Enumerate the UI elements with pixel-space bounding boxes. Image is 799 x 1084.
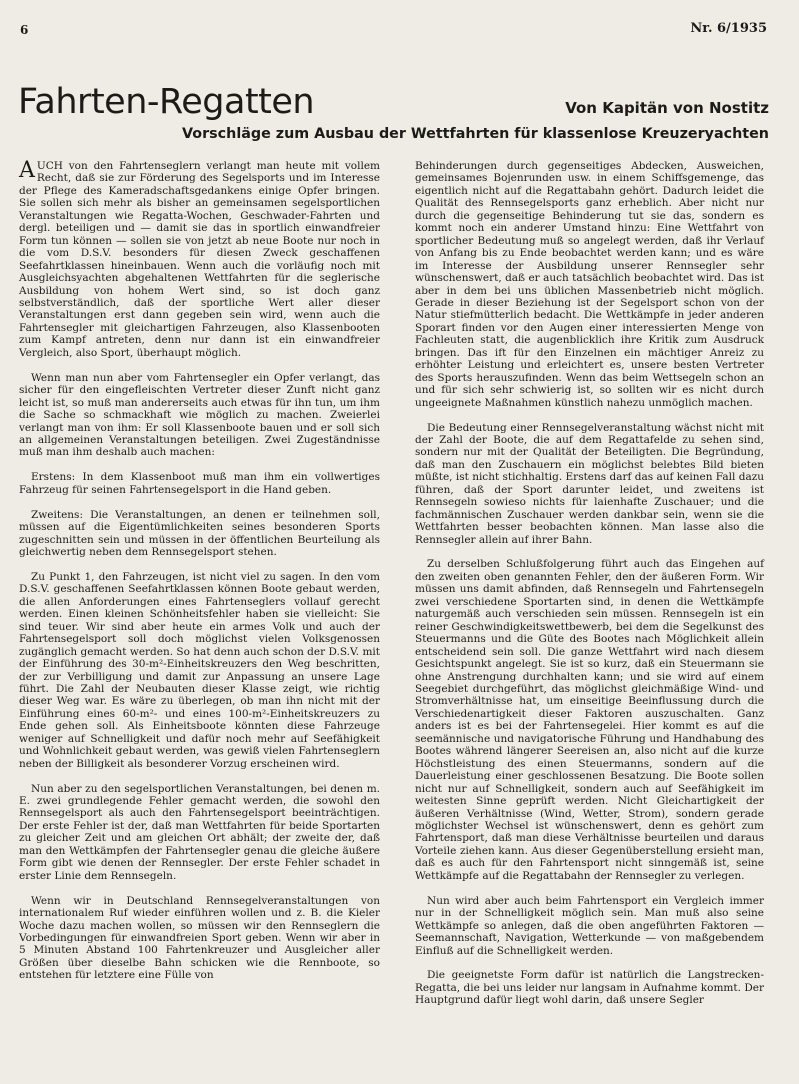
page-number: 6	[20, 23, 29, 37]
article-subtitle: Vorschläge zum Ausbau der Wettfahrten für klassenlose Kreuzeryachten	[182, 126, 769, 142]
paragraph: Zweitens: Die Veranstaltungen, an denen er teilnehmen soll, müssen auf die Eigentümlichkeiten seines besonderen Sports zugeschnitten sein und müssen in der öffentlichen Beurteilung als gleichwertig neben dem Rennsegelsport stehen.	[19, 508, 380, 558]
right-column	[415, 160, 764, 1019]
paragraph: Nun aber zu den segelsportlichen Veranstaltungen, bei denen m. E. zwei grundlegende Fehler gemacht werden, die sowohl den Rennsegelsport als auch den Fahrtensegelsport beeinträchtigen. Der erste Fehler ist der, daß man Wettfahrten für beide Sportarten zu gleicher Zeit und am gleichen Ort abhält; der zweite der, daß man den Wettkämpfen der Fahrtensegler genau die gleiche äußere Form gibt wie denen der Rennsegler. Der erste Fehler schadet in erster Linie dem Rennsegeln.	[19, 782, 380, 882]
paragraph: Nun wird aber auch beim Fahrtensport ein Vergleich immer nur in der Schnelligkeit möglich sein. Man muß also seine Wettkämpfe so anlegen, daß die oben angeführten Faktoren — Seemannschaft, Navigation, Wetterkunde — von maßgebendem Einfluß auf die Schnelligkeit werden.	[415, 894, 764, 957]
article-title: Fahrten-Regatten	[18, 82, 315, 122]
paragraph: Die geeignetste Form dafür ist natürlich die Langstrecken-Regatta, die bei uns leider nur langsam in Aufnahme kommt. Der Hauptgrund dafür liegt wohl darin, daß unsere Segler	[415, 969, 764, 1007]
paragraph: Erstens: In dem Klassenboot muß man ihm ein vollwertiges Fahrzeug für seinen Fahrtensegelsport in die Hand geben.	[19, 471, 380, 496]
paragraph	[19, 160, 380, 359]
article-author: Von Kapitän von Nostitz	[565, 99, 769, 117]
paragraph: Wenn wir in Deutschland Rennsegelveranstaltungen von internationalem Ruf wieder einführen wollen und z. B. die Kieler Woche dazu machen wollen, so müssen wir den Rennseglern die Vorbedingungen für einwandfreien Sport geben. Wenn wir aber in 5 Minuten Abstand 100 Fahrtenkreuzer und Ausgleicher aller Größen über dieselbe Bahn schicken wie die Rennboote, so entstehen für letztere eine Fülle von	[19, 894, 380, 982]
paragraph: Zu derselben Schlußfolgerung führt auch das Eingehen auf den zweiten oben genannten Fehler, den der äußeren Form. Wir müssen uns damit abfinden, daß Rennsegeln und Fahrtensegeln zwei verschiedene Sportarten sind, in denen die Wettkämpfe naturgemäß auch verschieden sein müssen. Rennsegeln ist ein reiner Geschwindigkeitswettbewerb, bei dem die Segelkunst des Steuermanns und die Güte des Bootes nach Möglichkeit allein entscheidend sein soll. Die ganze Wettfahrt wird nach diesem Gesichtspunkt angelegt. Sie ist so kurz, daß ein Steuermann sie ohne Anstrengung durchhalten kann; und sie wird auf einem Seegebiet durchgeführt, das möglichst gleichmäßige Wind- und Stromverhältnisse hat, um einseitige Beeinflussung durch die Verschiedenartigkeit dieser Faktoren auszuschalten. Ganz anders ist es bei der Fahrtensegelei. Hier kommt es auf die seemännische und navigatorische Führung und Handhabung des Bootes während längerer Seereisen an, also nicht auf die kurze Höchstleistung des einen Steuermanns, sondern auf die Dauerleistung einer geschlossenen Besatzung. Die Boote sollen nicht nur auf Schnelligkeit, sondern auch auf Seefähigkeit im weitesten Sinne geprüft werden. Nicht Gleichartigkeit der äußeren Verhältnisse (Wind, Wetter, Strom), sondern gerade möglichster Wechsel ist wünschenswert, denn es gehört zum Fahrtensport, daß man diese Verhältnisse beurteilen und daraus Vorteile ziehen kann. Aus dieser Gegenüberstellung ersieht man, daß es auch für den Fahrtensport nicht sinngemäß ist, seine Wettkämpfe auf die Regattabahn der Rennsegler zu verlegen.	[415, 558, 764, 882]
drop-cap: A	[19, 158, 35, 183]
paragraph: Zu Punkt 1, den Fahrzeugen, ist nicht viel zu sagen. In den vom D.S.V. geschaffenen Seefahrtklassen können Boote gebaut werden, die allen Anforderungen eines Fahrtenseglers vollauf gerecht werden. Einen kleinen Schönheitsfehler haben sie vielleicht: Sie sind teuer. Wir sind aber heute ein armes Volk und auch der Fahrtensegelsport soll doch möglichst vielen Volksgenossen zugänglich gemacht werden. So hat denn auch schon der D.S.V. mit der Einführung des 30-m²-Einheitskreuzers den Weg beschritten, der zur Verbilligung und damit zur Anpassung an unsere Lage führt. Die Zahl der Neubauten dieser Klasse zeigt, wie richtig dieser Weg war. Es wäre zu überlegen, ob man ihn nicht mit der Einführung eines 60-m²- und eines 100-m²-Einheitskreuzers zu Ende gehen soll. Als Einheitsboote könnten diese Fahrzeuge weniger auf Schnelligkeit und dafür noch mehr auf Seefähigkeit und Wohnlichkeit gebaut werden, was gewiß vielen Fahrtenseglern neben der Billigkeit als besonderer Vorzug erscheinen wird.	[19, 570, 380, 770]
left-column	[19, 160, 380, 994]
paragraph: Die Bedeutung einer Rennsegelveranstaltung wächst nicht mit der Zahl der Boote, die auf dem Regattafelde zu sehen sind, sondern nur mit der Qualität der Beteiligten. Die Begründung, daß man den Zuschauern ein möglichst belebtes Bild bieten müßte, ist nicht stichhaltig. Erstens darf das auf keinen Fall dazu führen, daß der Sport darunter leidet, und zweitens ist Rennsegeln sowieso nichts für laienhafte Zuschauer; und die fachmännischen Zuschauer werden dankbar sein, wenn sie die Wettfahrten besser beobachten können. Man lasse also die Rennsegler allein auf ihrer Bahn.	[415, 421, 764, 546]
issue-number: Nr. 6/1935	[690, 21, 767, 36]
paragraph: Behinderungen durch gegenseitiges Abdecken, Ausweichen, gemeinsames Bojenrunden usw. in einem Schiffsgemenge, das eigentlich nicht auf die Regattabahn gehört. Dadurch leidet die Qualität des Rennsegelsports ganz erheblich. Aber nicht nur durch die gegenseitige Behinderung tut sie das, sondern es kommt noch ein anderer Umstand hinzu: Eine Wettfahrt von sportlicher Bedeutung muß so angelegt werden, daß ihr Verlauf von Anfang bis zu Ende beobachtet werden kann; und es wäre im Interesse der Ausbildung unserer Rennsegler sehr wünschenswert, daß er auch tatsächlich beobachtet wird. Das ist aber in dem bei uns üblichen Massenbetrieb nicht möglich. Gerade in dieser Beziehung ist der Segelsport schon von der Natur stiefmütterlich bedacht. Die Wettkämpfe in jeder anderen Sporart finden vor den Augen einer interessierten Menge von Fachleuten statt, die augenblicklich ihre Kritik zum Ausdruck bringen. Das ift für den Einzelnen ein mächtiger Anreiz zu erhöhter Leistung und erleichtert es, unsere besten Vertreter des Sports herauszufinden. Wenn das beim Wettsegeln schon an und für sich sehr schwierig ist, so sollten wir es nicht durch ungeeignete Maßnahmen künstlich nahezu unmöglich machen.	[415, 160, 764, 409]
paragraph-text: UCH von den Fahrtenseglern verlangt man heute mit vollem Recht, daß sie zur Förderung des Segelsports und im Interesse der Pflege des Kameradschaftsgedankens einige Opfer bringen. Sie sollen sich mehr als bisher an gemeinsamen segelsportlichen Veranstaltungen wie Regatta-Wochen, Geschwader-Fahrten und dergl. beteiligen und — damit sie das in sportlich einwandfreier Form tun können — sollen sie von jetzt ab neue Boote nur noch in die vom D.S.V. besonders für diesen Zweck geschaffenen Seefahrtklassen hineinbauen. Wenn auch die vorläufig noch mit Ausgleichsyachten abgehaltenen Wettfahrten für die seglerische Ausbildung von hohem Wert sind, so ist doch ganz selbstverständlich, daß der sportliche Wert aller dieser Veranstaltungen erst dann gegeben sein wird, wenn auch die Fahrtensegler mit gleichartigen Fahrzeugen, also Klassenbooten zum Kampf antreten, denn nur dann ist ein einwandfreier Vergleich, also Sport, überhaupt möglich.	[19, 160, 380, 359]
paragraph: Wenn man nun aber vom Fahrtensegler ein Opfer verlangt, das sicher für den eingefleischten Vertreter dieser Zunft nicht ganz leicht ist, so muß man andererseits auch etwas für ihn tun, um ihm die Sache so schmackhaft wie möglich zu machen. Zweierlei verlangt man von ihm: Er soll Klassenboote bauen und er soll sich an allgemeinen Veranstaltungen beteiligen. Zwei Zugeständnisse muß man ihm deshalb auch machen:	[19, 371, 380, 459]
